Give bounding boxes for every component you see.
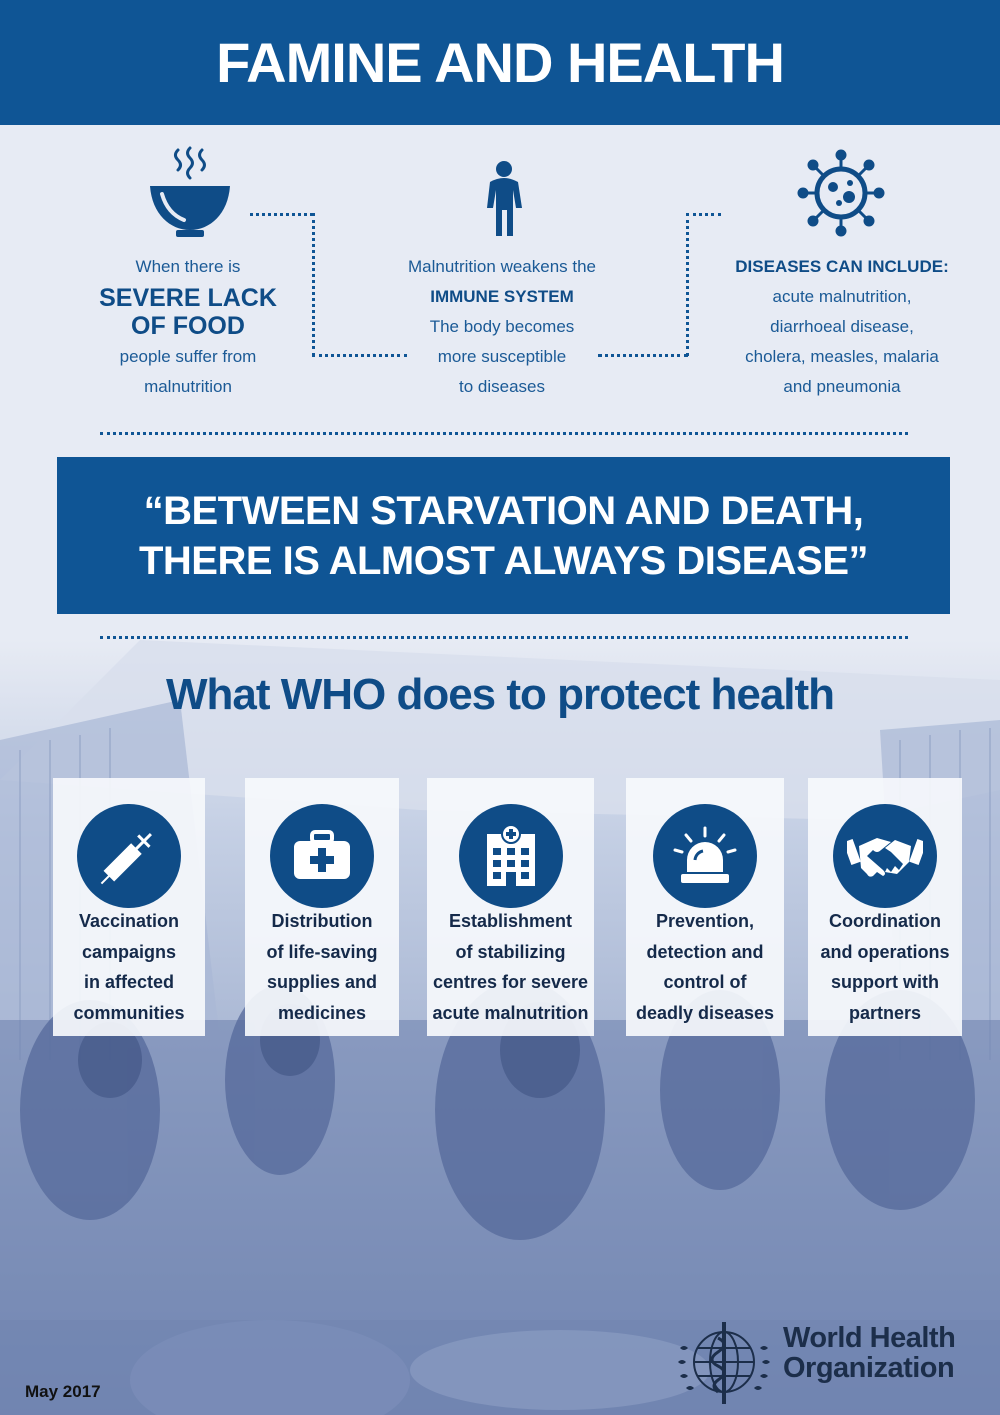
food-line4: malnutrition [144, 377, 232, 396]
connector-2-top [686, 213, 721, 216]
food-line3: people suffer from [119, 347, 257, 366]
action-label: Prevention, detection and control of deadly diseases [635, 911, 775, 1023]
immune-line3: The body becomes [429, 317, 575, 336]
divider-top [100, 432, 908, 435]
org-line2: Organization [783, 1352, 955, 1384]
step-food-text [88, 252, 288, 402]
quote-banner [57, 457, 950, 614]
action-label: Vaccination campaigns in affected communities [73, 911, 185, 1023]
org-line1: World Health [783, 1322, 956, 1354]
handshake-icon [833, 804, 937, 908]
divider-bottom [100, 636, 908, 639]
weak-person-icon [480, 160, 530, 238]
action-card-prevention [626, 778, 784, 1036]
diseases-line3: cholera, measles, malaria [745, 347, 939, 366]
action-label: Distribution of life-saving supplies and medicines [266, 911, 378, 1023]
action-card-vaccination [53, 778, 205, 1036]
immune-line5: to diseases [459, 377, 545, 396]
who-emblem-icon [672, 1318, 776, 1410]
hospital-icon [459, 804, 563, 908]
step-immune-text [382, 252, 622, 402]
immune-line1: Malnutrition weakens the [407, 257, 597, 276]
organization-name [783, 1323, 955, 1383]
food-highlight: SEVERE LACK OF FOOD [99, 284, 277, 340]
action-card-centres [427, 778, 594, 1036]
page-title: FAMINE AND HEALTH [216, 31, 784, 94]
diseases-line2: diarrhoeal disease, [770, 317, 914, 336]
syringe-icon [77, 804, 181, 908]
immune-line4: more susceptible [437, 347, 567, 366]
diseases-heading: DISEASES CAN INCLUDE: [735, 257, 949, 276]
action-label: Establishment of stabilizing centres for severe acute malnutrition [432, 911, 589, 1023]
action-card-supplies [245, 778, 399, 1036]
action-label: Coordination and operations support with partners [820, 911, 950, 1023]
connector-1-top [250, 213, 313, 216]
diseases-line4: and pneumonia [783, 377, 901, 396]
quote-line1: “BETWEEN STARVATION AND DEATH, [143, 488, 864, 533]
action-card-coordination [808, 778, 962, 1036]
publication-date: May 2017 [25, 1382, 101, 1401]
connector-1-vertical [312, 213, 315, 356]
step-diseases-text [712, 252, 972, 402]
header-banner [0, 0, 1000, 125]
immune-highlight: IMMUNE SYSTEM [430, 287, 574, 306]
medical-kit-icon [270, 804, 374, 908]
connector-2-vertical [686, 213, 689, 356]
diseases-line1: acute malnutrition, [772, 287, 912, 306]
section-title: What WHO does to protect health [165, 670, 835, 719]
bowl-icon [148, 144, 232, 239]
food-line1: When there is [135, 257, 241, 276]
quote-line2: THERE IS ALMOST ALWAYS DISEASE” [138, 538, 869, 583]
virus-icon [795, 147, 887, 239]
alarm-light-icon [653, 804, 757, 908]
